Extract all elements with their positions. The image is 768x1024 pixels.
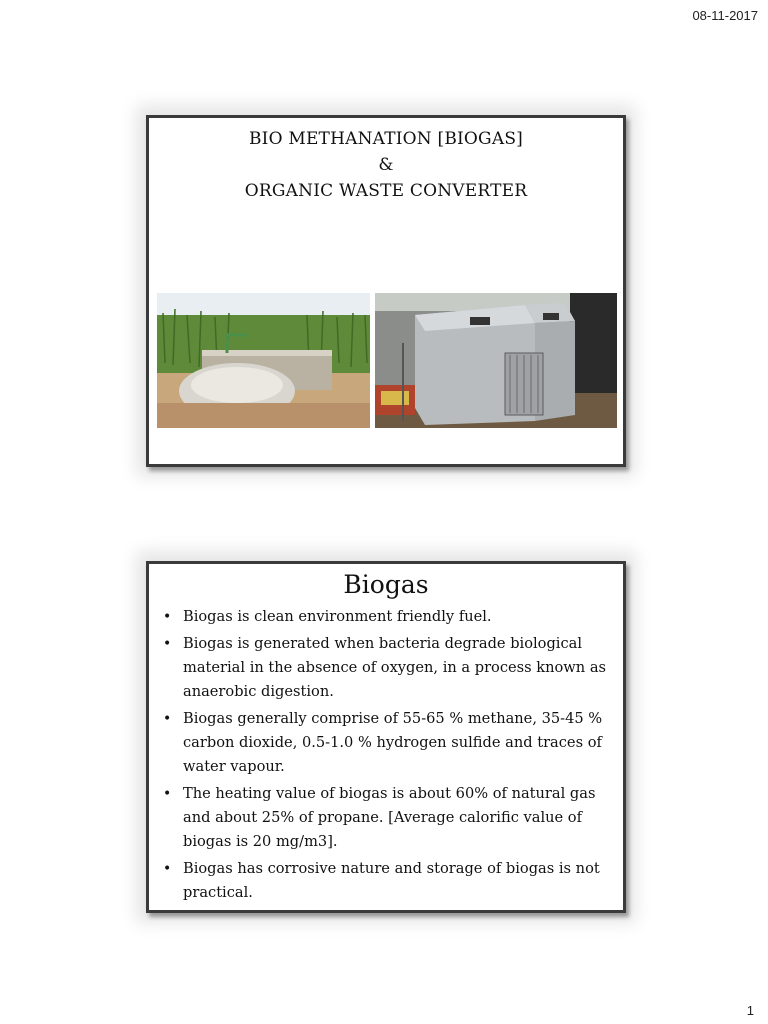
biogas-plant-photo [157,293,370,428]
bullet-text: Biogas is clean environment friendly fuel. [183,608,492,625]
bullet-icon: • [163,786,172,802]
bullet-text: Biogas is generated when bacteria degrade biological material in the absence of oxygen, in a process known as anaerobic digestion. [183,635,607,700]
bullet-item [163,857,613,905]
bullet-item [163,632,613,704]
page-number: 1 [746,1003,754,1018]
title-line-2: & [378,155,394,175]
slide-title [146,115,626,467]
page-date: 08-11-2017 [692,8,758,23]
title-line-1: BIO METHANATION [BIOGAS] [248,129,523,149]
bullet-text: The heating value of biogas is about 60% of natural gas and about 25% of propane. [Average calorific value of biogas is 20 mg/m3]. [183,785,596,850]
slide-title-text [149,126,623,204]
bullet-icon: • [163,861,172,877]
slide-heading: Biogas [343,570,429,599]
bullet-list [149,605,623,905]
slide-biogas [146,561,626,913]
organic-waste-converter-photo [375,293,617,428]
bullet-icon: • [163,711,172,727]
bullet-text: Biogas has corrosive nature and storage of biogas is not practical. [183,860,600,901]
bullet-item [163,782,613,854]
bullet-text: Biogas generally comprise of 55-65 % methane, 35-45 % carbon dioxide, 0.5-1.0 % hydrogen sulfide and traces of water vapour. [183,710,603,775]
bullet-icon: • [163,609,172,625]
bullet-icon: • [163,636,172,652]
bullet-item [163,707,613,779]
title-line-3: ORGANIC WASTE CONVERTER [244,181,528,201]
bullet-item [163,605,613,629]
